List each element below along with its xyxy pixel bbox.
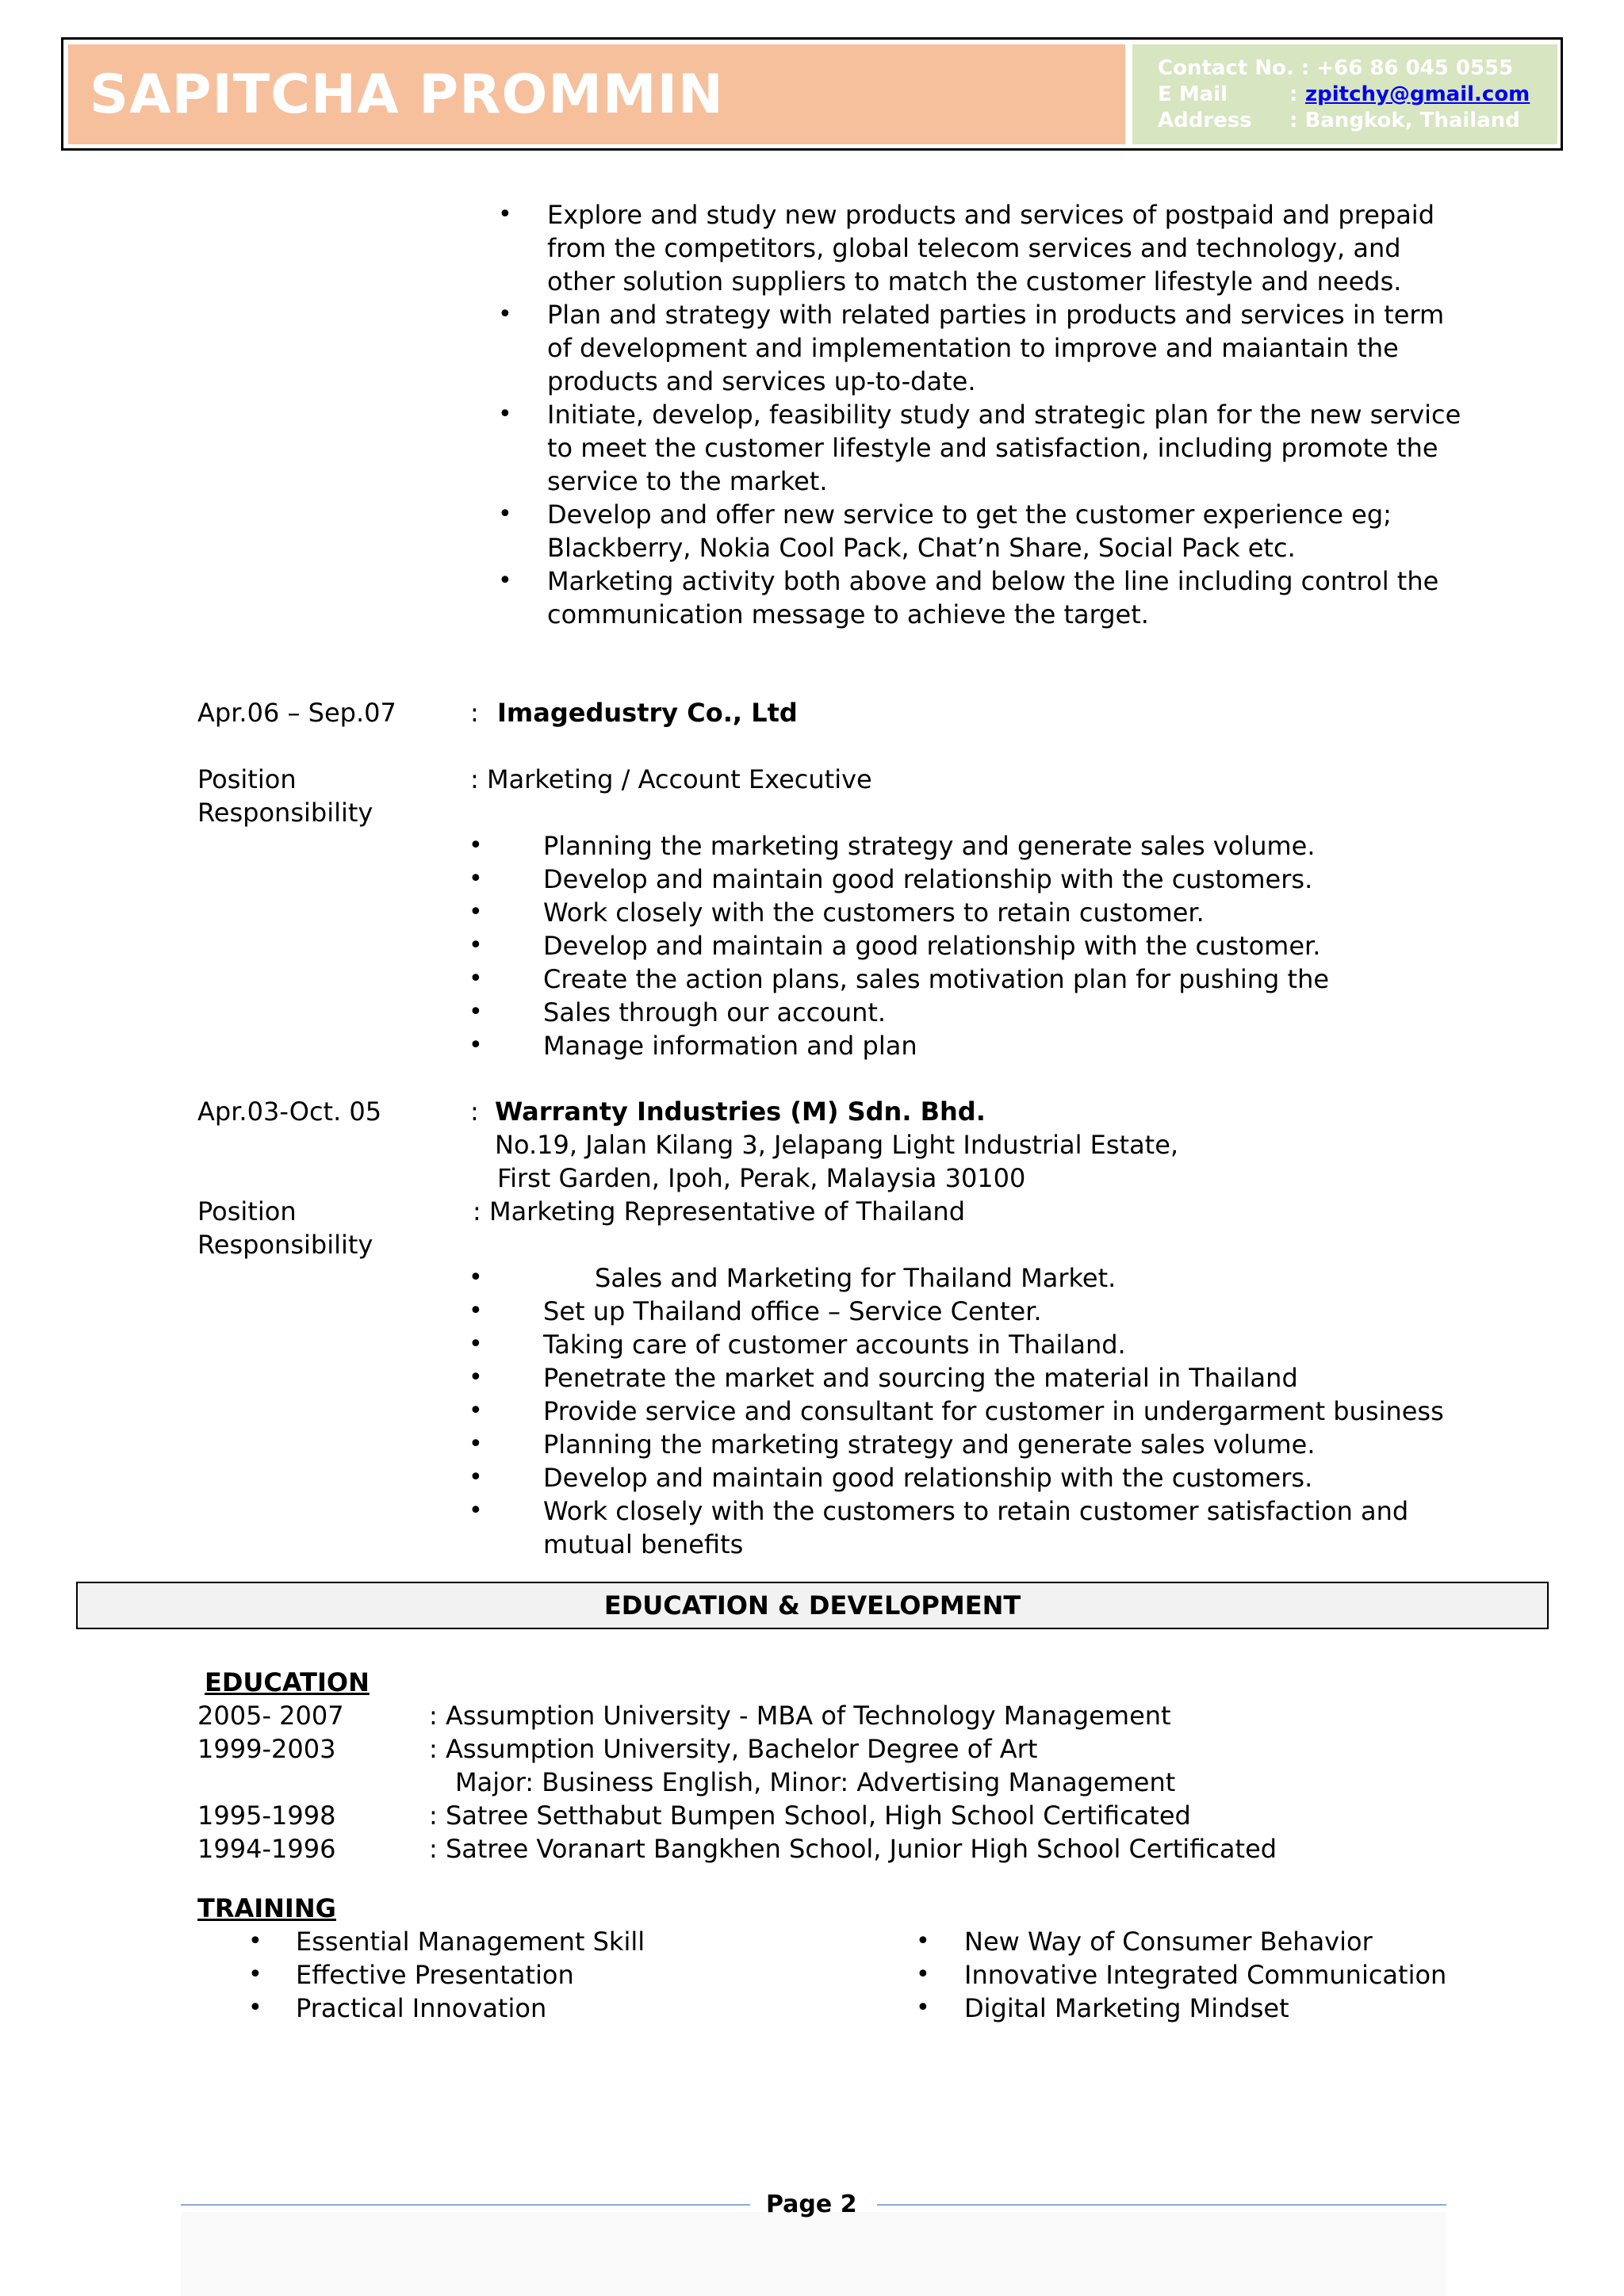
- job1-bullet-item: Planning the marketing strategy and generate sales volume.: [543, 831, 1316, 861]
- footer-rule-right: [877, 2204, 1446, 2206]
- education-years: 1995-1998: [197, 1800, 336, 1831]
- job1-bullet-item: Develop and maintain good relationship with the customers.: [543, 864, 1313, 894]
- job1-bullet-item: Develop and maintain a good relationship with the customer.: [543, 931, 1321, 961]
- bullet-dot: •: [469, 1430, 483, 1458]
- footer-area: [181, 2212, 1446, 2296]
- training-item: Essential Management Skill: [296, 1927, 645, 1957]
- bullet-dot: •: [498, 500, 512, 528]
- job2-address-line1: No.19, Jalan Kilang 3, Jelapang Light Industrial Estate,: [495, 1130, 1179, 1160]
- bullet-dot: •: [498, 300, 512, 328]
- bullet-dot: •: [469, 898, 483, 926]
- job2-period: Apr.03-Oct. 05: [197, 1096, 382, 1127]
- job2-bullet-item: Develop and maintain good relationship with the customers.: [543, 1463, 1313, 1493]
- education-detail: : Assumption University - MBA of Technology Management: [429, 1701, 1171, 1731]
- bullet-text-line: to meet the customer lifestyle and satisfaction, including promote the: [547, 433, 1438, 463]
- email-label: E Mail: [1158, 82, 1228, 106]
- bullet-dot: •: [469, 1397, 483, 1425]
- education-detail: : Assumption University, Bachelor Degree of Art: [429, 1734, 1038, 1764]
- section-title: EDUCATION & DEVELOPMENT: [603, 1590, 1021, 1621]
- job2-responsibility-label: Responsibility: [197, 1230, 373, 1260]
- bullet-text-line: Explore and study new products and services of postpaid and prepaid: [547, 200, 1434, 230]
- job2-bullet-item: Provide service and consultant for customer in undergarment business: [543, 1396, 1444, 1426]
- education-years: 1999-2003: [197, 1734, 336, 1764]
- job2-address-line2: First Garden, Ipoh, Perak, Malaysia 30100: [497, 1163, 1026, 1193]
- email-separator: :: [1289, 82, 1298, 106]
- bullet-dot: •: [469, 965, 483, 993]
- training-heading: TRAINING: [197, 1893, 336, 1923]
- bullet-text-line: Marketing activity both above and below the line including control the: [547, 566, 1439, 596]
- bullet-dot: •: [916, 1961, 930, 1988]
- bullet-text-line: from the competitors, global telecom services and technology, and: [547, 233, 1401, 263]
- contact-number: Contact No. : +66 86 045 0555: [1158, 56, 1514, 80]
- bullet-dot: •: [469, 1464, 483, 1491]
- bullet-dot: •: [248, 1994, 262, 2022]
- bullet-dot: •: [469, 932, 483, 959]
- job1-bullet-item: Manage information and plan: [543, 1031, 917, 1061]
- education-years: 2005- 2007: [197, 1701, 344, 1731]
- bullet-dot: •: [469, 1497, 483, 1525]
- job1-bullet-item: Create the action plans, sales motivation plan for pushing the: [543, 964, 1330, 994]
- bullet-dot: •: [498, 567, 512, 595]
- bullet-text-line: other solution suppliers to match the customer lifestyle and needs.: [547, 266, 1402, 297]
- bullet-text-line: products and services up-to-date.: [547, 366, 976, 396]
- bullet-dot: •: [469, 1330, 483, 1358]
- bullet-text-line: of development and implementation to improve and maiantain the: [547, 333, 1399, 363]
- bullet-dot: •: [469, 865, 483, 893]
- page-number: Page 2: [766, 2191, 857, 2218]
- job2-last-continuation: mutual benefits: [543, 1529, 744, 1559]
- email-link[interactable]: zpitchy@gmail.com: [1305, 82, 1530, 106]
- job2-bullet-item: Work closely with the customers to retain customer satisfaction and: [543, 1496, 1409, 1526]
- bullet-dot: •: [469, 998, 483, 1026]
- job2-colon: :: [470, 1096, 479, 1127]
- bullet-dot: •: [498, 400, 512, 428]
- bullet-text-line: service to the market.: [547, 466, 828, 496]
- training-item: Practical Innovation: [296, 1993, 547, 2023]
- training-item: New Way of Consumer Behavior: [964, 1927, 1373, 1957]
- bullet-dot: •: [916, 1927, 930, 1955]
- job1-period: Apr.06 – Sep.07: [197, 698, 396, 728]
- bullet-text-line: Initiate, develop, feasibility study and strategic plan for the new service: [547, 400, 1461, 430]
- education-detail: Major: Business English, Minor: Advertising Management: [455, 1767, 1176, 1797]
- bullet-dot: •: [469, 1364, 483, 1391]
- job1-position-label: Position: [197, 764, 297, 794]
- bullet-dot: •: [916, 1994, 930, 2022]
- job2-company: Warranty Industries (M) Sdn. Bhd.: [495, 1096, 986, 1127]
- job1-bullet-item: Work closely with the customers to retain customer.: [543, 897, 1205, 928]
- bullet-text-line: communication message to achieve the target.: [547, 599, 1149, 629]
- job2-bullet-item: Set up Thailand office – Service Center.: [543, 1296, 1042, 1326]
- section-header-education-development: [76, 1582, 1549, 1629]
- job1-position-value: : Marketing / Account Executive: [470, 764, 872, 794]
- education-detail: : Satree Voranart Bangkhen School, Junior High School Certificated: [429, 1834, 1277, 1864]
- bullet-dot: •: [469, 1297, 483, 1325]
- bullet-text-line: Plan and strategy with related parties in products and services in term: [547, 300, 1445, 330]
- education-detail: : Satree Setthabut Bumpen School, High School Certificated: [429, 1800, 1191, 1831]
- education-heading: EDUCATION: [205, 1667, 370, 1697]
- job2-position-label: Position: [197, 1196, 297, 1226]
- bullet-dot: •: [469, 1264, 483, 1292]
- candidate-name: SAPITCHA PROMMIN: [90, 63, 724, 126]
- address-value: : Bangkok, Thailand: [1289, 109, 1520, 132]
- footer-rule-left: [181, 2204, 750, 2206]
- job2-bullet-item: Planning the marketing strategy and generate sales volume.: [543, 1429, 1316, 1460]
- training-item: Innovative Integrated Communication: [964, 1960, 1447, 1990]
- education-years: 1994-1996: [197, 1834, 336, 1864]
- training-item: Effective Presentation: [296, 1960, 574, 1990]
- job1-responsibility-label: Responsibility: [197, 798, 373, 828]
- job1-bullet-item: Sales through our account.: [543, 997, 887, 1027]
- job1-colon: :: [470, 698, 479, 728]
- job2-position-value: : Marketing Representative of Thailand: [473, 1196, 966, 1226]
- bullet-dot: •: [248, 1961, 262, 1988]
- job2-bullet-item: Penetrate the market and sourcing the material in Thailand: [543, 1363, 1298, 1393]
- training-item: Digital Marketing Mindset: [964, 1993, 1289, 2023]
- job1-company: Imagedustry Co., Ltd: [497, 698, 798, 728]
- address-label: Address: [1158, 109, 1252, 132]
- job2-bullet-item: Sales and Marketing for Thailand Market.: [595, 1263, 1116, 1293]
- bullet-dot: •: [498, 201, 512, 228]
- bullet-dot: •: [469, 1031, 483, 1059]
- job2-bullet-item: Taking care of customer accounts in Thailand.: [543, 1330, 1126, 1360]
- bullet-dot: •: [469, 832, 483, 859]
- bullet-dot: •: [248, 1927, 262, 1955]
- bullet-text-line: Blackberry, Nokia Cool Pack, Chat’n Share, Social Pack etc.: [547, 533, 1296, 563]
- bullet-text-line: Develop and offer new service to get the customer experience eg;: [547, 499, 1392, 530]
